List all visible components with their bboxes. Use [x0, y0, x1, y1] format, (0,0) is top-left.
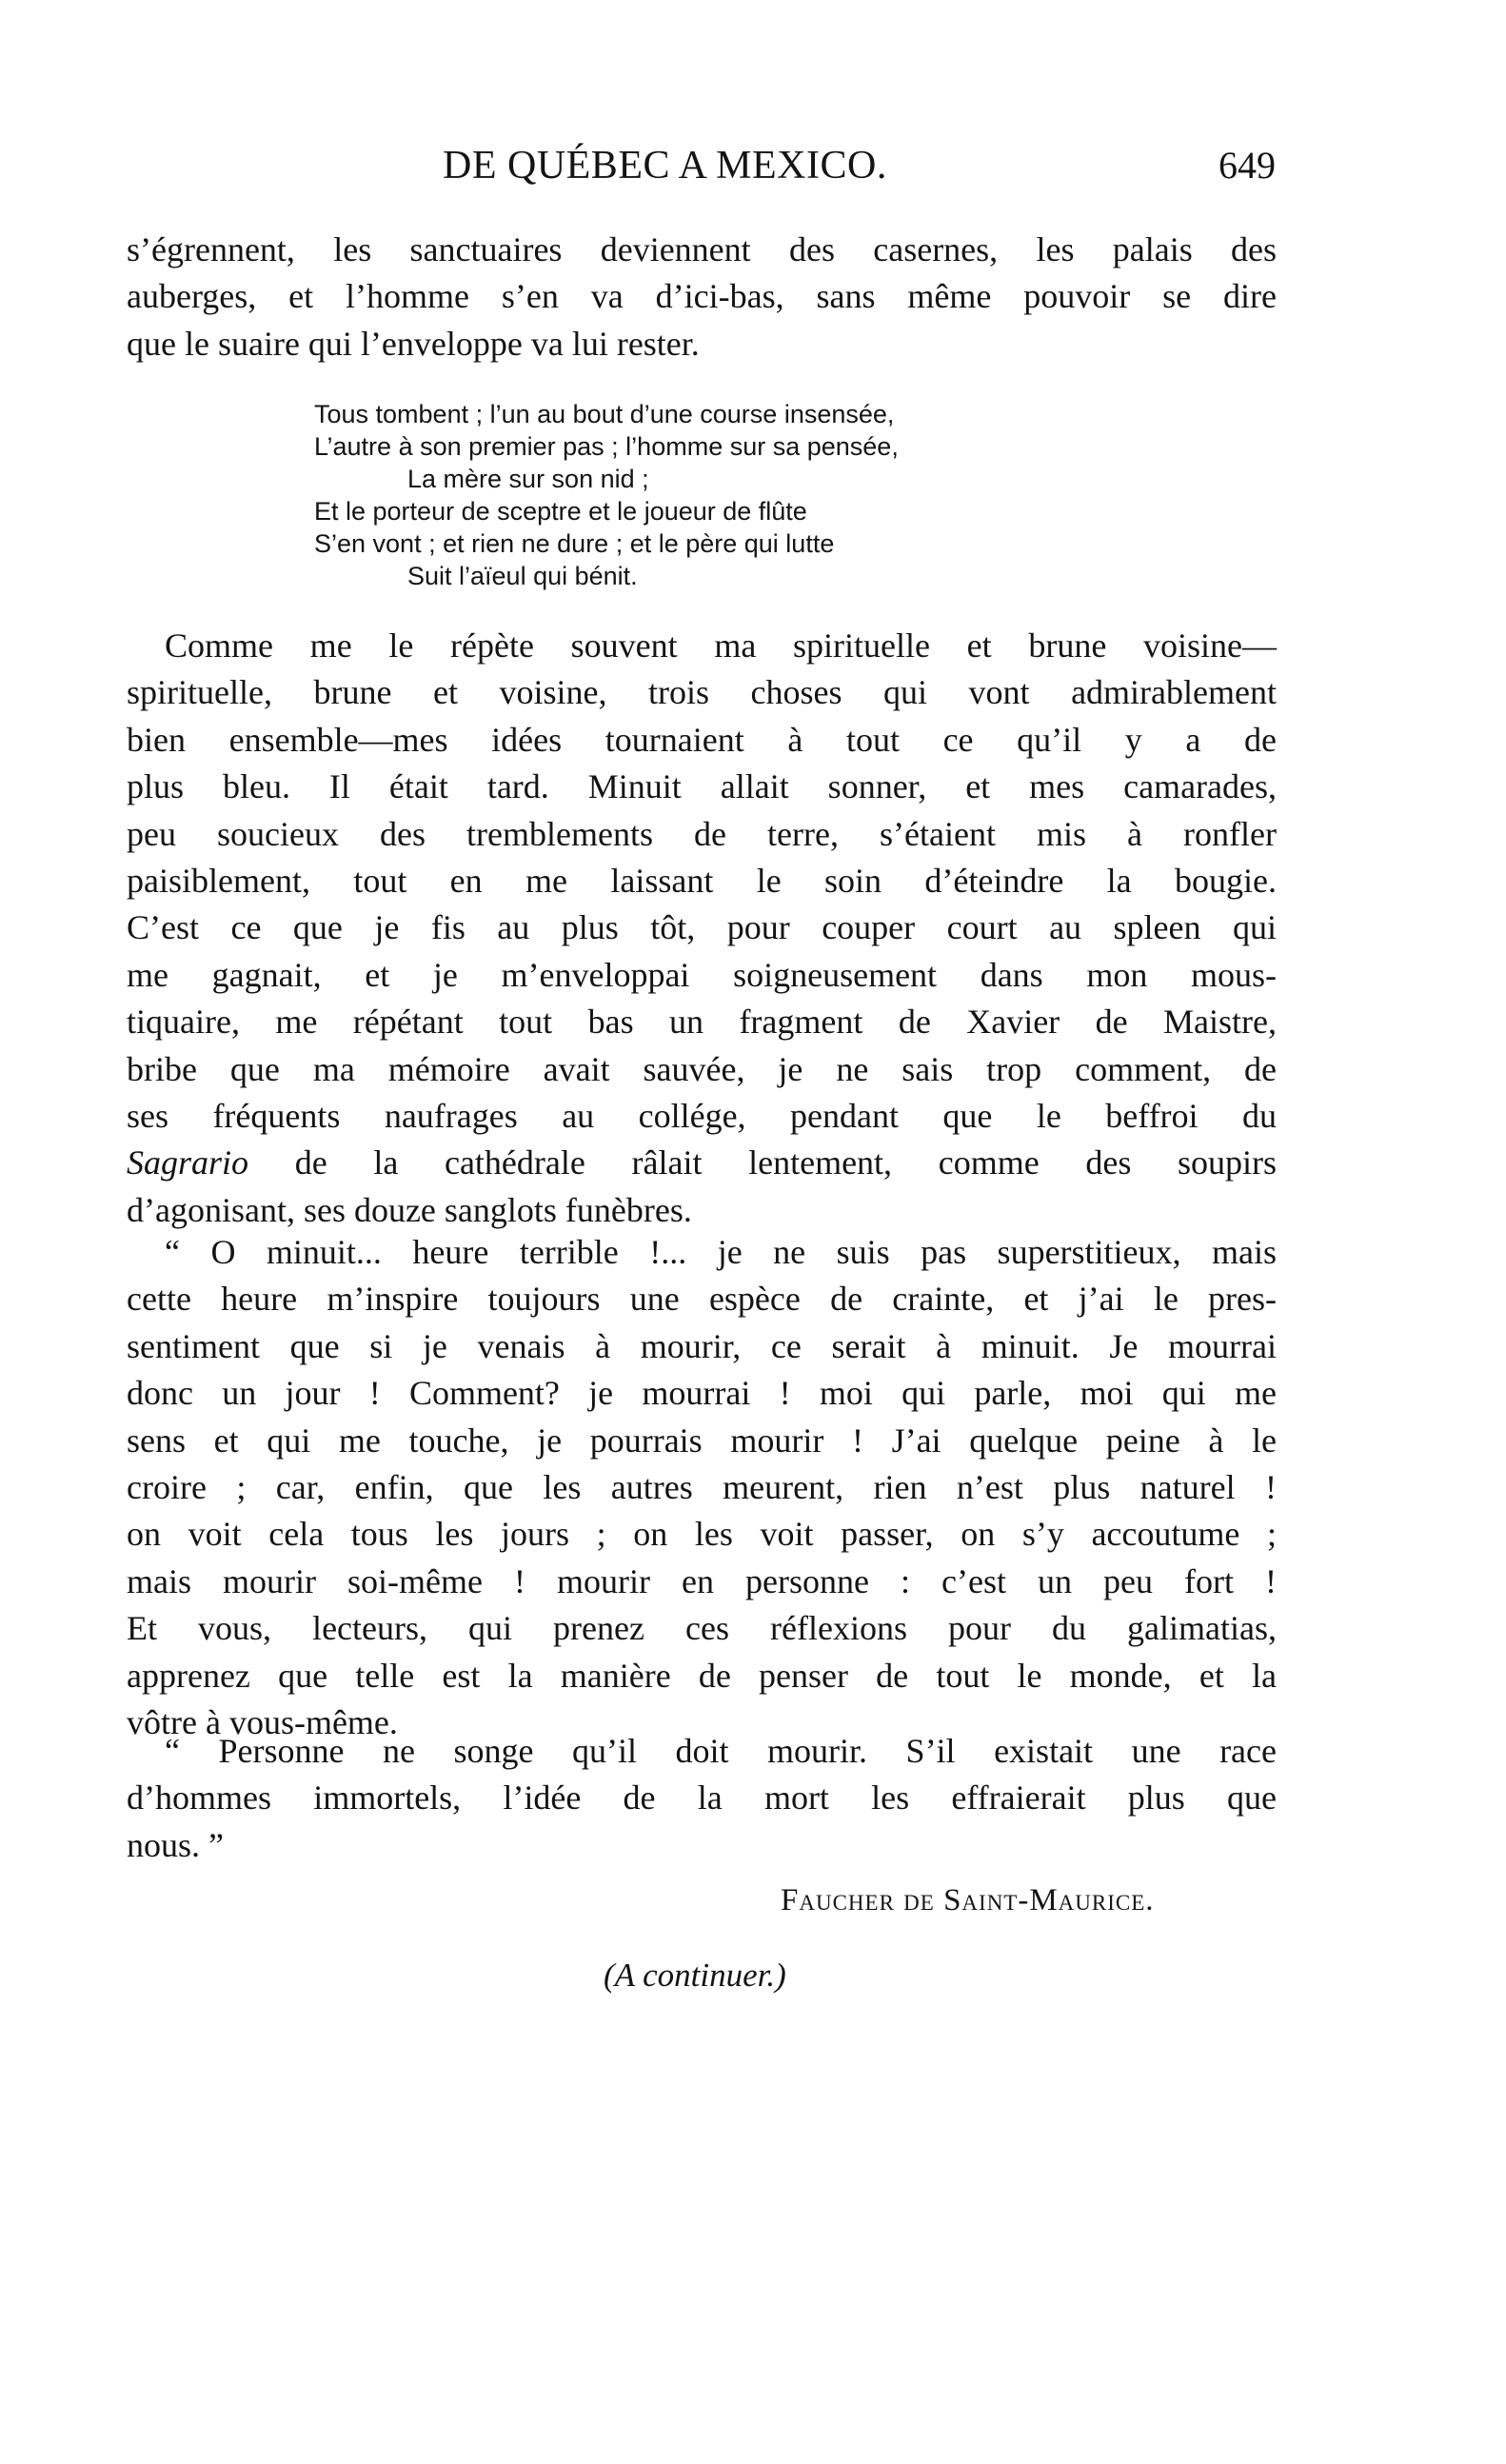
text-line: croire ; car, enfin, que les autres meurent, rien n’est plus naturel !	[127, 1467, 1277, 1506]
running-title: DE QUÉBEC A MEXICO.	[443, 144, 887, 188]
text-line: bien ensemble—mes idées tournaient à tout ce qu’il y a de	[127, 720, 1277, 759]
verse-line: Et le porteur de sceptre et le joueur de flûte	[314, 497, 807, 526]
text-line: d’hommes immortels, l’idée de la mort les effraierait plus que	[127, 1778, 1277, 1818]
text-line: Comme me le répète souvent ma spirituelle et brune voisine—	[165, 626, 1277, 665]
text-line: auberges, et l’homme s’en va d’ici-bas, sans même pouvoir se dire	[127, 277, 1277, 316]
text-line: sens et qui me touche, je pourrais mourir ! J’ai quelque peine à le	[127, 1421, 1277, 1460]
author-name: Faucher de Saint-Maurice.	[781, 1883, 1155, 1918]
paragraph-2	[127, 623, 1277, 1234]
verse-line: Suit l’aïeul qui bénit.	[407, 562, 638, 590]
text-line: nous. ”	[127, 1825, 224, 1864]
text-line: cette heure m’inspire toujours une espèce de crainte, et j’ai le pres-	[127, 1280, 1277, 1319]
text-line: “ Personne ne songe qu’il doit mourir. S’il existait une race	[165, 1732, 1277, 1770]
text-line: d’agonisant, ses douze sanglots funèbres.	[127, 1190, 692, 1229]
text-line: que le suaire qui l’enveloppe va lui rester.	[127, 324, 700, 363]
text-line: plus bleu. Il était tard. Minuit allait sonner, et mes camarades,	[127, 767, 1277, 806]
paragraph-3-quotation	[127, 1229, 1277, 1746]
text-line: apprenez que telle est la manière de penser de tout le monde, et la	[127, 1656, 1277, 1695]
text-line: spirituelle, brune et voisine, trois choses qui vont admirablement	[127, 673, 1277, 712]
text-line: me gagnait, et je m’enveloppai soigneusement dans mon mous-	[127, 955, 1277, 994]
text-line: bribe que ma mémoire avait sauvée, je ne sais trop comment, de	[127, 1049, 1277, 1088]
text-line: ses fréquents naufrages au collége, pendant que le beffroi du	[127, 1096, 1277, 1135]
sagrario-word: Sagrario	[127, 1143, 249, 1182]
text-line: Et vous, lecteurs, qui prenez ces réflexions pour du galimatias,	[127, 1609, 1277, 1648]
page-number: 649	[1219, 144, 1276, 187]
verse-line: L’autre à son premier pas ; l’homme sur sa pensée,	[314, 432, 899, 461]
author-signature	[781, 1883, 1155, 1918]
text-line: tiquaire, me répétant tout bas un fragment de Xavier de Maistre,	[127, 1003, 1277, 1042]
paragraph-1	[127, 227, 1277, 368]
verse-line: La mère sur son nid ;	[407, 465, 649, 493]
continuation-note: (A continuer.)	[604, 1957, 786, 1994]
text-line: paisiblement, tout en me laissant le soin d’éteindre la bougie.	[127, 861, 1277, 900]
text-line: C’est ce que je fis au plus tôt, pour couper court au spleen qui	[127, 908, 1277, 947]
text-line: peu soucieux des tremblements de terre, s’étaient mis à ronfler	[127, 814, 1277, 853]
page-header	[129, 143, 1276, 200]
paragraph-4-quotation	[127, 1728, 1277, 1869]
text-line: on voit cela tous les jours ; on les voit passer, on s’y accoutume ;	[127, 1515, 1277, 1554]
verse-line: Tous tombent ; l’un au bout d’une course insensée,	[314, 400, 895, 428]
verse-quotation	[314, 398, 899, 592]
verse-line: S’en vont ; et rien ne dure ; et le père qui lutte	[314, 529, 835, 558]
text-line: “ O minuit... heure terrible !... je ne suis pas superstitieux, mais	[165, 1233, 1277, 1271]
text-line: mais mourir soi-même ! mourir en personne : c’est un peu fort !	[127, 1561, 1277, 1600]
text-line: s’égrennent, les sanctuaires deviennent des casernes, les palais des	[127, 230, 1277, 268]
sagrario-line-rest: de la cathédrale râlait lentement, comme des soupirs	[248, 1143, 1277, 1182]
text-line: sentiment que si je venais à mourir, ce serait à minuit. Je mourrai	[127, 1326, 1277, 1365]
text-line: vôtre à vous-même.	[127, 1702, 398, 1741]
text-line: donc un jour ! Comment? je mourrai ! moi qui parle, moi qui me	[127, 1374, 1277, 1413]
text-line-sagrario	[127, 1140, 1277, 1186]
